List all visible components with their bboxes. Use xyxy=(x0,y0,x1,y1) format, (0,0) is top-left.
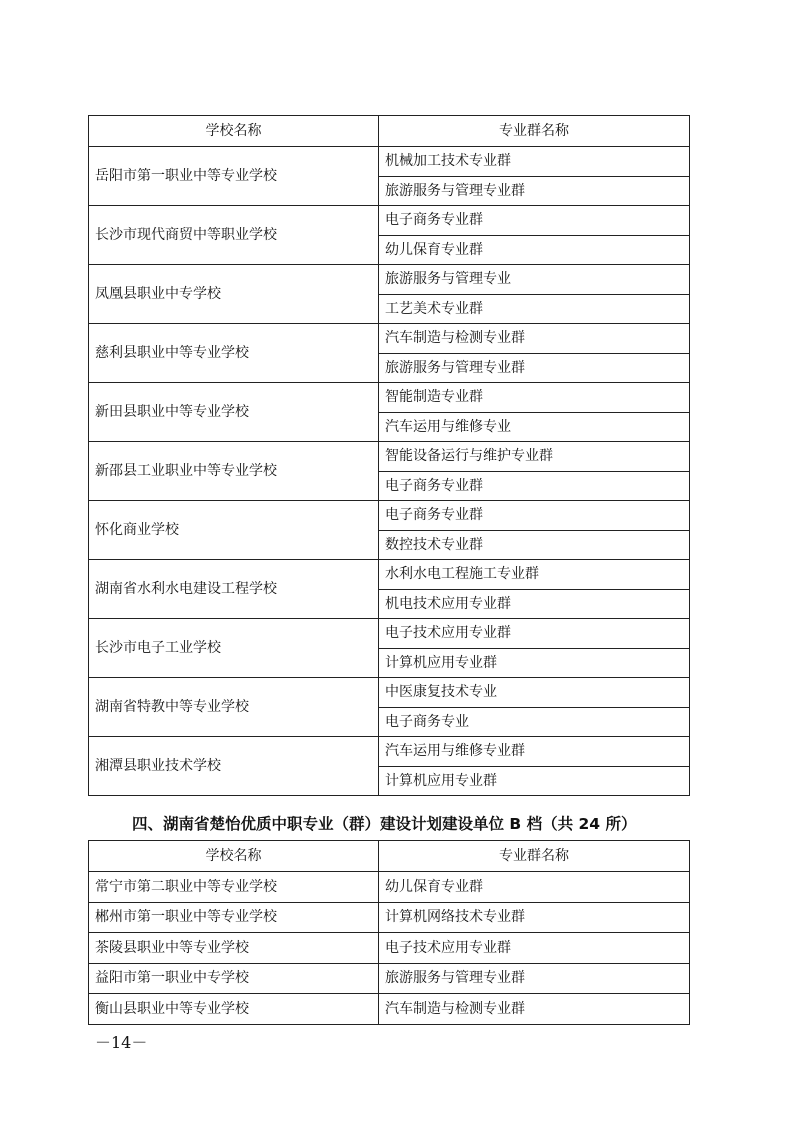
school-name-cell: 岳阳市第一职业中等专业学校 xyxy=(89,147,379,206)
header-program-group: 专业群名称 xyxy=(379,841,690,872)
program-group-cell: 电子技术应用专业群 xyxy=(379,933,690,964)
table-row xyxy=(89,147,690,177)
school-name-cell: 湖南省特教中等专业学校 xyxy=(89,678,379,737)
table-row xyxy=(89,737,690,767)
table-row xyxy=(89,324,690,354)
table-row xyxy=(89,963,690,994)
school-name-cell: 新田县职业中等专业学校 xyxy=(89,383,379,442)
school-name-cell: 凤凰县职业中专学校 xyxy=(89,265,379,324)
program-group-cell: 数控技术专业群 xyxy=(379,530,690,560)
table-row xyxy=(89,206,690,236)
program-group-cell: 幼儿保育专业群 xyxy=(379,235,690,265)
program-group-cell: 汽车运用与维修专业群 xyxy=(379,737,690,767)
program-group-cell: 旅游服务与管理专业群 xyxy=(379,963,690,994)
program-group-cell: 计算机应用专业群 xyxy=(379,648,690,678)
program-group-cell: 中医康复技术专业 xyxy=(379,678,690,708)
program-group-cell: 智能设备运行与维护专业群 xyxy=(379,442,690,472)
school-name-cell: 长沙市电子工业学校 xyxy=(89,619,379,678)
program-group-cell: 水利水电工程施工专业群 xyxy=(379,560,690,590)
section-heading: 四、湖南省楚怡优质中职专业（群）建设计划建设单位 B 档（共 24 所） xyxy=(132,815,637,833)
program-group-cell: 电子商务专业群 xyxy=(379,206,690,236)
table-row xyxy=(89,902,690,933)
table-row xyxy=(89,994,690,1025)
table-row xyxy=(89,265,690,295)
school-name-cell: 湘潭县职业技术学校 xyxy=(89,737,379,796)
program-group-cell: 电子商务专业群 xyxy=(379,471,690,501)
school-name-cell: 长沙市现代商贸中等职业学校 xyxy=(89,206,379,265)
program-group-cell: 智能制造专业群 xyxy=(379,383,690,413)
school-program-table-b xyxy=(88,840,690,1025)
school-name-cell: 怀化商业学校 xyxy=(89,501,379,560)
school-name-cell: 衡山县职业中等专业学校 xyxy=(89,994,379,1025)
program-group-cell: 汽车运用与维修专业 xyxy=(379,412,690,442)
program-group-cell: 机电技术应用专业群 xyxy=(379,589,690,619)
program-group-cell: 电子商务专业群 xyxy=(379,501,690,531)
school-program-table-a xyxy=(88,115,690,796)
school-name-cell: 益阳市第一职业中专学校 xyxy=(89,963,379,994)
program-group-cell: 旅游服务与管理专业群 xyxy=(379,353,690,383)
school-name-cell: 常宁市第二职业中等专业学校 xyxy=(89,872,379,903)
program-group-cell: 旅游服务与管理专业 xyxy=(379,265,690,295)
program-group-cell: 旅游服务与管理专业群 xyxy=(379,176,690,206)
school-name-cell: 慈利县职业中等专业学校 xyxy=(89,324,379,383)
school-name-cell: 湖南省水利水电建设工程学校 xyxy=(89,560,379,619)
table-row xyxy=(89,442,690,472)
header-school-name: 学校名称 xyxy=(89,116,379,147)
program-group-cell: 电子商务专业 xyxy=(379,707,690,737)
page-number: －14－ xyxy=(95,1033,148,1052)
header-school-name: 学校名称 xyxy=(89,841,379,872)
program-group-cell: 汽车制造与检测专业群 xyxy=(379,994,690,1025)
school-name-cell: 茶陵县职业中等专业学校 xyxy=(89,933,379,964)
program-group-cell: 电子技术应用专业群 xyxy=(379,619,690,649)
table-row xyxy=(89,383,690,413)
header-program-group: 专业群名称 xyxy=(379,116,690,147)
program-group-cell: 计算机应用专业群 xyxy=(379,766,690,796)
table-header-row xyxy=(89,841,690,872)
table-row xyxy=(89,872,690,903)
program-group-cell: 工艺美术专业群 xyxy=(379,294,690,324)
program-group-cell: 汽车制造与检测专业群 xyxy=(379,324,690,354)
program-group-cell: 计算机网络技术专业群 xyxy=(379,902,690,933)
table-row xyxy=(89,560,690,590)
table-row xyxy=(89,501,690,531)
program-group-cell: 机械加工技术专业群 xyxy=(379,147,690,177)
table-row xyxy=(89,678,690,708)
school-name-cell: 郴州市第一职业中等专业学校 xyxy=(89,902,379,933)
school-name-cell: 新邵县工业职业中等专业学校 xyxy=(89,442,379,501)
table-row xyxy=(89,619,690,649)
table-row xyxy=(89,933,690,964)
table-header-row xyxy=(89,116,690,147)
program-group-cell: 幼儿保育专业群 xyxy=(379,872,690,903)
